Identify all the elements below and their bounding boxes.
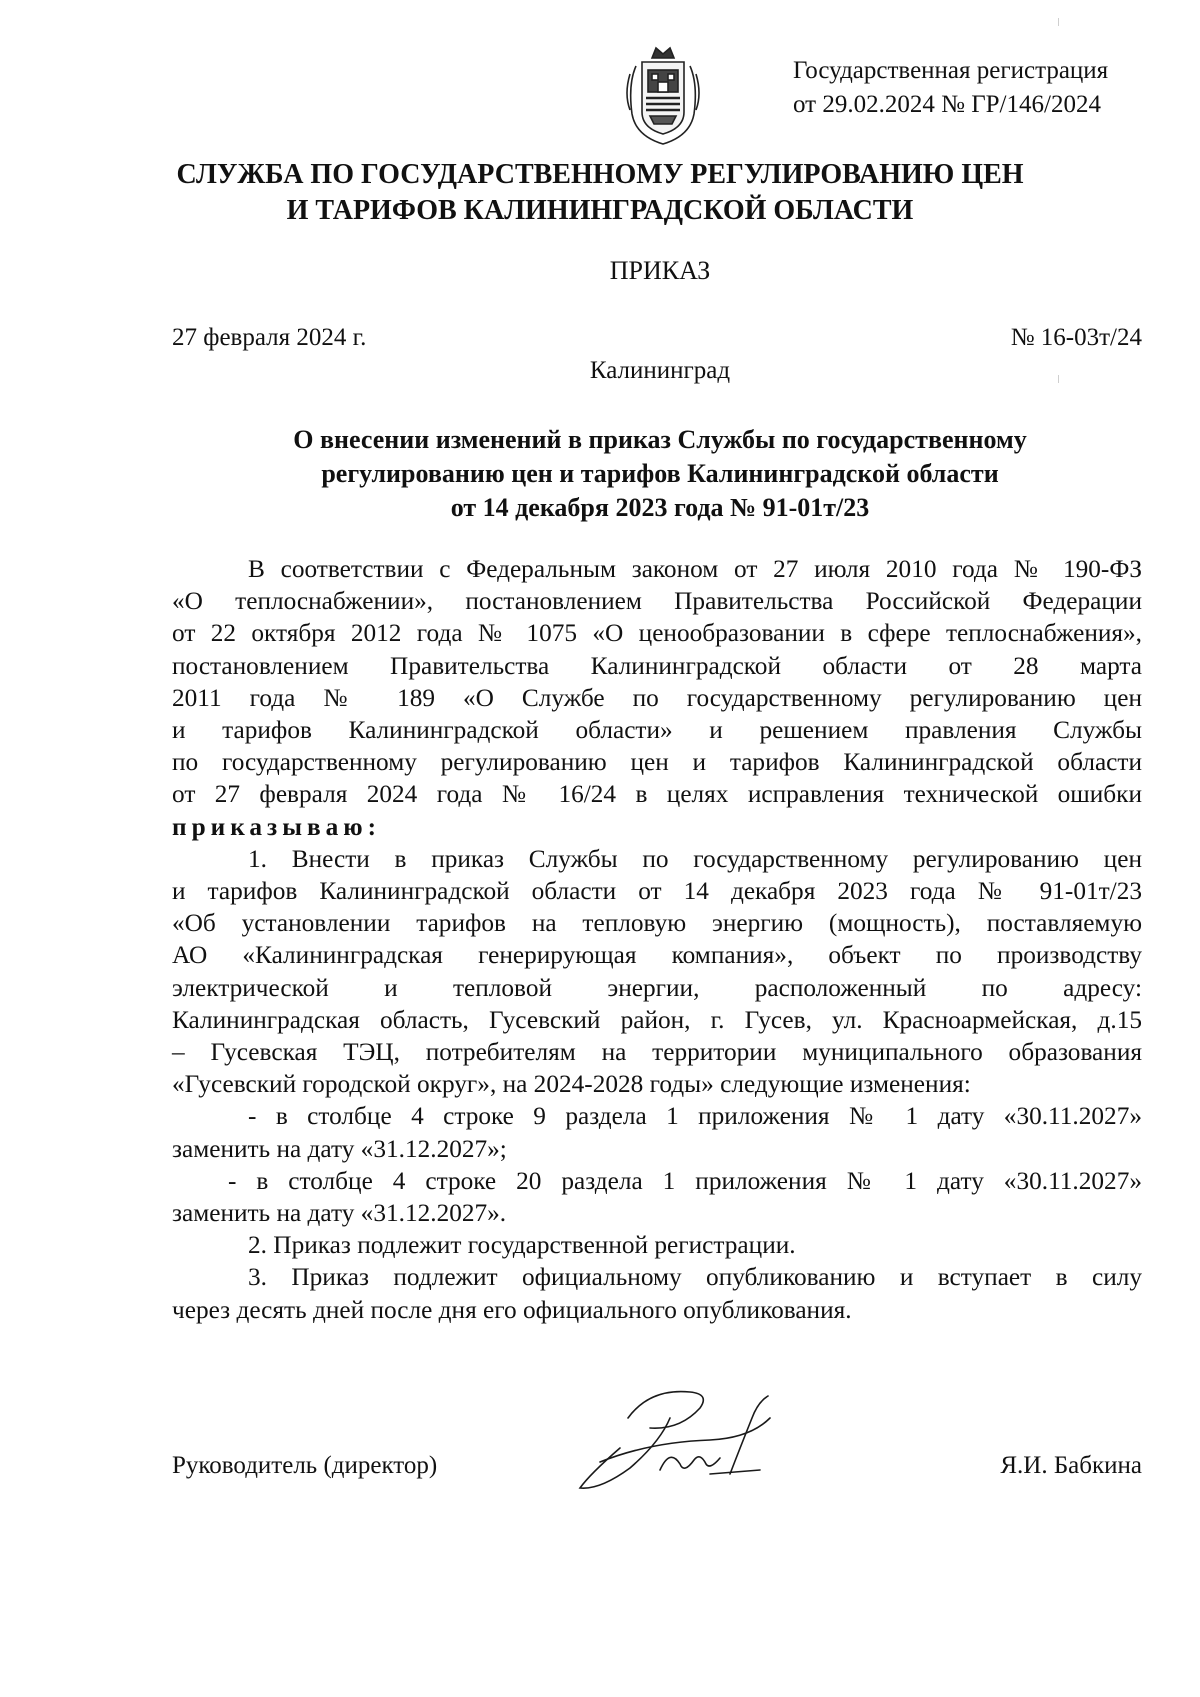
body-line: через десять дней после дня его официального опубликования. <box>172 1295 852 1324</box>
scan-mark <box>1058 375 1059 383</box>
body-line: «Об установлении тарифов на тепловую энергию (мощность), поставляемую <box>172 909 1142 938</box>
body-line: - в столбце 4 строке 9 раздела 1 приложения № 1 дату «30.11.2027» <box>248 1102 1142 1131</box>
body-line: и тарифов Калининградской области от 14 декабря 2023 года № 91-01т/23 <box>172 877 1142 906</box>
subject-line-3: от 14 декабря 2023 года № 91-01т/23 <box>450 493 870 522</box>
order-city: Калининград <box>589 357 731 384</box>
registration-line-2: от 29.02.2024 № ГР/146/2024 <box>793 91 1101 118</box>
signatory-title: Руководитель (директор) <box>172 1452 438 1479</box>
subject-line-1: О внесении изменений в приказ Службы по государственному <box>293 425 1027 454</box>
body-line: Калининградская область, Гусевский район, г. Гусев, ул. Красноармейская, д.15 <box>172 1005 1142 1034</box>
order-number: № 16-03т/24 <box>1010 324 1142 351</box>
subject-line-2: регулированию цен и тарифов Калининградской области <box>321 459 999 488</box>
body-line: 1. Внести в приказ Службы по государственному регулированию цен <box>248 844 1142 873</box>
decree-word: приказываю: <box>172 812 382 841</box>
order-title: ПРИКАЗ <box>609 256 711 285</box>
body-line: – Гусевская ТЭЦ, потребителям на территории муниципального образования <box>172 1038 1142 1067</box>
body-line: электрической и тепловой энергии, расположенный по адресу: <box>172 973 1142 1002</box>
coat-of-arms-icon <box>622 44 704 148</box>
scan-mark <box>1058 18 1059 26</box>
registration-stamp <box>793 54 1108 122</box>
body-line: и тарифов Калининградской области» и решением правления Службы <box>172 716 1142 745</box>
agency-line-2: И ТАРИФОВ КАЛИНИНГРАДСКОЙ ОБЛАСТИ <box>286 195 914 226</box>
body-line: 2. Приказ подлежит государственной регистрации. <box>248 1231 796 1260</box>
order-subject <box>200 423 1120 525</box>
body-line: АО «Калининградская генерирующая компания», объект по производству <box>172 941 1142 970</box>
agency-name <box>150 157 1050 229</box>
body-line: «Гусевский городской округ», на 2024-2028 годы» следующие изменения: <box>172 1070 971 1099</box>
body-line: от 27 февраля 2024 года № 16/24 в целях исправления технической ошибки <box>172 780 1142 809</box>
body-line: по государственному регулированию цен и тарифов Калининградской области <box>172 748 1142 777</box>
registration-line-1: Государственная регистрация <box>793 57 1109 84</box>
signatory-name: Я.И. Бабкина <box>1000 1452 1142 1479</box>
order-date: 27 февраля 2024 г. <box>172 324 367 351</box>
body-line: 2011 года № 189 «О Службе по государственному регулированию цен <box>172 683 1142 712</box>
body-line: постановлением Правительства Калининградской области от 28 марта <box>172 651 1142 680</box>
agency-line-1: СЛУЖБА ПО ГОСУДАРСТВЕННОМУ РЕГУЛИРОВАНИЮ ЦЕН <box>176 159 1024 190</box>
body-line: от 22 октября 2012 года № 1075 «О ценообразовании в сфере теплоснабжения», <box>172 619 1142 648</box>
body-line: заменить на дату «31.12.2027»; <box>172 1134 507 1163</box>
body-line: В соответствии с Федеральным законом от 27 июля 2010 года № 190-ФЗ <box>248 555 1142 583</box>
body-line: заменить на дату «31.12.2027». <box>172 1199 507 1228</box>
signature-icon <box>560 1378 810 1508</box>
body-line: 3. Приказ подлежит официальному опубликованию и вступает в силу <box>248 1263 1142 1292</box>
order-body <box>172 553 1142 1326</box>
body-line: «О теплоснабжении», постановлением Правительства Российской Федерации <box>172 587 1142 616</box>
body-line: - в столбце 4 строке 20 раздела 1 приложения № 1 дату «30.11.2027» <box>228 1166 1142 1195</box>
